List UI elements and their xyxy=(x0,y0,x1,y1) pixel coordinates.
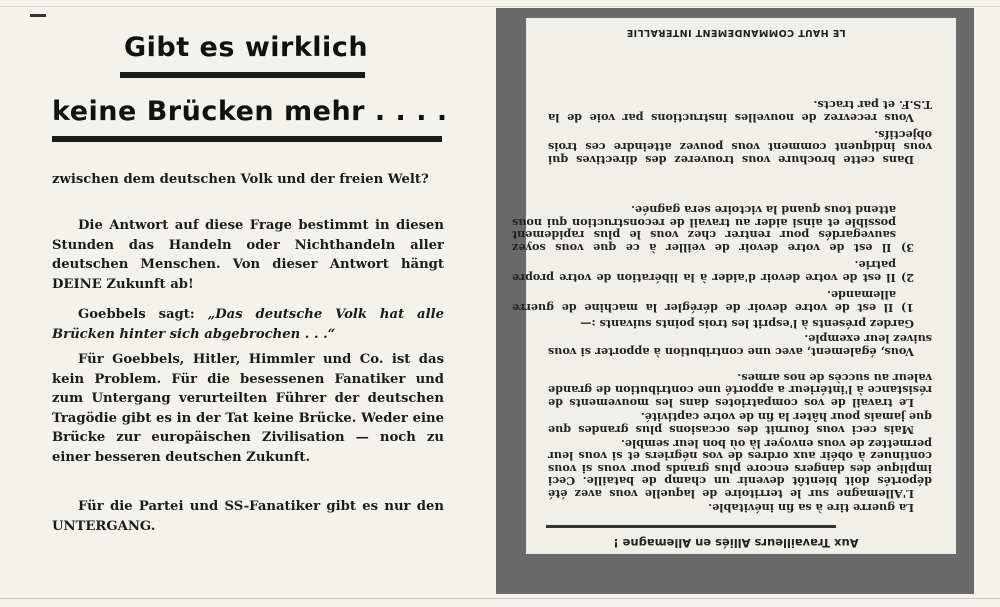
headline-line-1: Gibt es wirklich xyxy=(124,32,369,63)
french-p2: L'Allemagne sur le territoire de laquelle vous avez été déportés doit bientôt devenir un champ de bataille. Ceci implique des dangers encore plus grands pour vous si vous continuez à obéir aux ordres de vos négriers et si vous leur permettez de vous envoyer là où bon leur semble. xyxy=(548,436,932,501)
headline-rule-2 xyxy=(52,136,442,142)
headline-rule-1 xyxy=(120,72,365,78)
paragraph-answer: Die Antwort auf diese Frage bestimmt in diesen Stunden das Handeln oder Nichthandeln aller deutschen Menschen. Von dieser Antwort hängt DEINE Zukunft ab! xyxy=(52,218,444,292)
headline-line-2: keine Brücken mehr . . . . xyxy=(52,96,448,127)
german-column xyxy=(0,0,490,607)
french-item-1: 1) Il est de votre devoir de dérégler la machine de guerre allemande. xyxy=(512,288,914,315)
french-p5: Vous, également, avec une contribution à apporter si vous suivez leur exemple. xyxy=(548,332,932,359)
french-p3: Mais ceci vous fournit des occasions plus grandes que que jamais pour hâter la fin de votre captivité. xyxy=(548,410,932,437)
paragraph-no-bridge: Für Goebbels, Hitler, Himmler und Co. ist das kein Problem. Für die besessenen Fanatiker und zum Untergang verurteilten Führer der deutschen Tragödie gibt es in der Tat keine Brücke. Weder eine Brücke zur europäischen Zivilisation — noch zu einer besseren deutschen Zukunft. xyxy=(52,352,444,465)
french-p4: Le travail de vos compatriotes dans les mouvements de résistance à l'intérieur a apporté une contribution de grande valeur au succès de nos armes. xyxy=(548,370,932,410)
french-p7: Dans cette brochure vous trouverez des directives qui vous indiquent comment vous pouvez atteindre ces trois objectifs. xyxy=(548,127,932,167)
french-header-rule xyxy=(546,525,836,528)
paragraph-untergang: Für die Partei und SS-Fanatiker gibt es nur den UNTERGANG. xyxy=(52,499,444,534)
french-panel-upside-down xyxy=(512,18,956,554)
paragraph-goebbels xyxy=(52,305,444,344)
french-panel xyxy=(512,18,956,554)
french-item-3: 3) Il est de votre devoir de veiller à ce que vous soyez sauvegardés pour rentrer chez vous le plus rapidement possible et ainsi aider au travail de reconstruction qui nous attend tous quand la victoire sera gagnée. xyxy=(512,203,914,255)
french-header: Aux Travailleurs Alliés en Allemagne ! xyxy=(613,536,859,550)
goebbels-quote: „Das deutsche Volk hat alle Brücken hinter sich abgebrochen . . .“ xyxy=(52,307,444,342)
french-p6: Gardez présents à l'esprit les trois points suivants :— xyxy=(580,317,914,331)
goebbels-prefix: Goebbels sagt: xyxy=(78,307,208,322)
french-signature: LE HAUT COMMANDEMENT INTERALLIE xyxy=(626,27,846,38)
french-p8: Vous recevrez de nouvelles instructions par voie de la T.S.F. et par tracts. xyxy=(548,98,932,125)
intro-paragraph: zwischen dem deutschen Volk und der freien Welt? xyxy=(52,172,429,187)
french-p1: La guerre tire à sa fin inévitable. xyxy=(708,501,914,515)
french-item-2: 2) Il est de votre devoir d'aider à la libération de votre propre patrie. xyxy=(512,258,914,285)
